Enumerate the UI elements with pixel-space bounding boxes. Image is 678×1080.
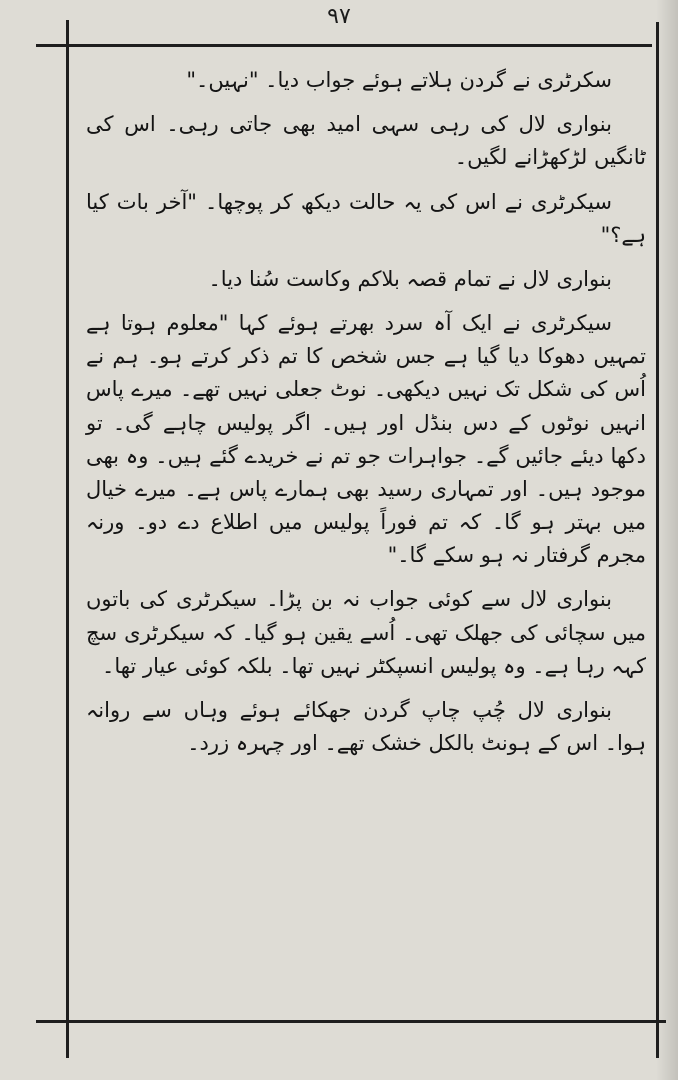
body-text <box>86 64 646 1014</box>
paragraph: بنواری لال کی رہی سہی امید بھی جاتی رہی۔ اس کی ٹانگیں لڑکھڑانے لگیں۔ <box>86 112 646 170</box>
paragraph: بنواری لال نے تمام قصہ بلاکم وکاست سُنا دیا۔ <box>208 266 612 291</box>
bottom-border-rule <box>36 1020 666 1023</box>
paragraph: بنواری لال چُپ چاپ گردن جھکائے ہوئے وہاں سے روانہ ہوا۔ اس کے ہونٹ بالکل خشک تھے۔ اور چہرہ زرد۔ <box>86 697 646 756</box>
page-number: ۹۷ <box>327 4 351 29</box>
top-border-rule <box>36 44 652 47</box>
paragraph: سیکرٹری نے اس کی یہ حالت دیکھ کر پوچھا۔ "آخر بات کیا ہے؟" <box>86 189 646 247</box>
binding-shadow <box>656 0 678 1080</box>
paragraph: سکرٹری نے گردن ہلاتے ہوئے جواب دیا۔ "نہیں۔" <box>186 68 612 92</box>
paragraph: بنواری لال سے کوئی جواب نہ بن پڑا۔ سیکرٹری کی باتوں میں سچائی کی جھلک تھی۔ اُسے یقین ہو گیا۔ کہ سیکرٹری سچ کہہ رہا ہے۔ وہ پولیس انسپکٹر نہیں تھا۔ بلکہ کوئی عیار تھا۔ <box>86 587 646 678</box>
right-border-rule <box>656 22 659 1058</box>
left-border-rule <box>66 20 69 1058</box>
paragraph: سیکرٹری نے ایک آہ سرد بھرتے ہوئے کہا "معلوم ہوتا ہے تمہیں دھوکا دیا گیا ہے جس شخص کا تم ذکر کرتے ہو۔ ہم نے اُس کی شکل تک نہیں دیکھی۔ نوٹ جعلی نہیں تھے۔ میرے پاس انہیں نوٹوں کے دس بنڈل اور ہیں۔ اگر پولیس چاہے گی۔ تو دکھا دیئے جائیں گے۔ جواہرات جو تم نے خریدے گئے ہیں۔ وہ بھی موجود ہیں۔ اور تمہاری رسید بھی ہمارے پاس ہے۔ میرے خیال میں بہتر ہو گا۔ کہ تم فوراً پولیس میں اطلاع دے دو۔ ورنہ مجرم گرفتار نہ ہو سکے گا۔" <box>86 311 646 568</box>
